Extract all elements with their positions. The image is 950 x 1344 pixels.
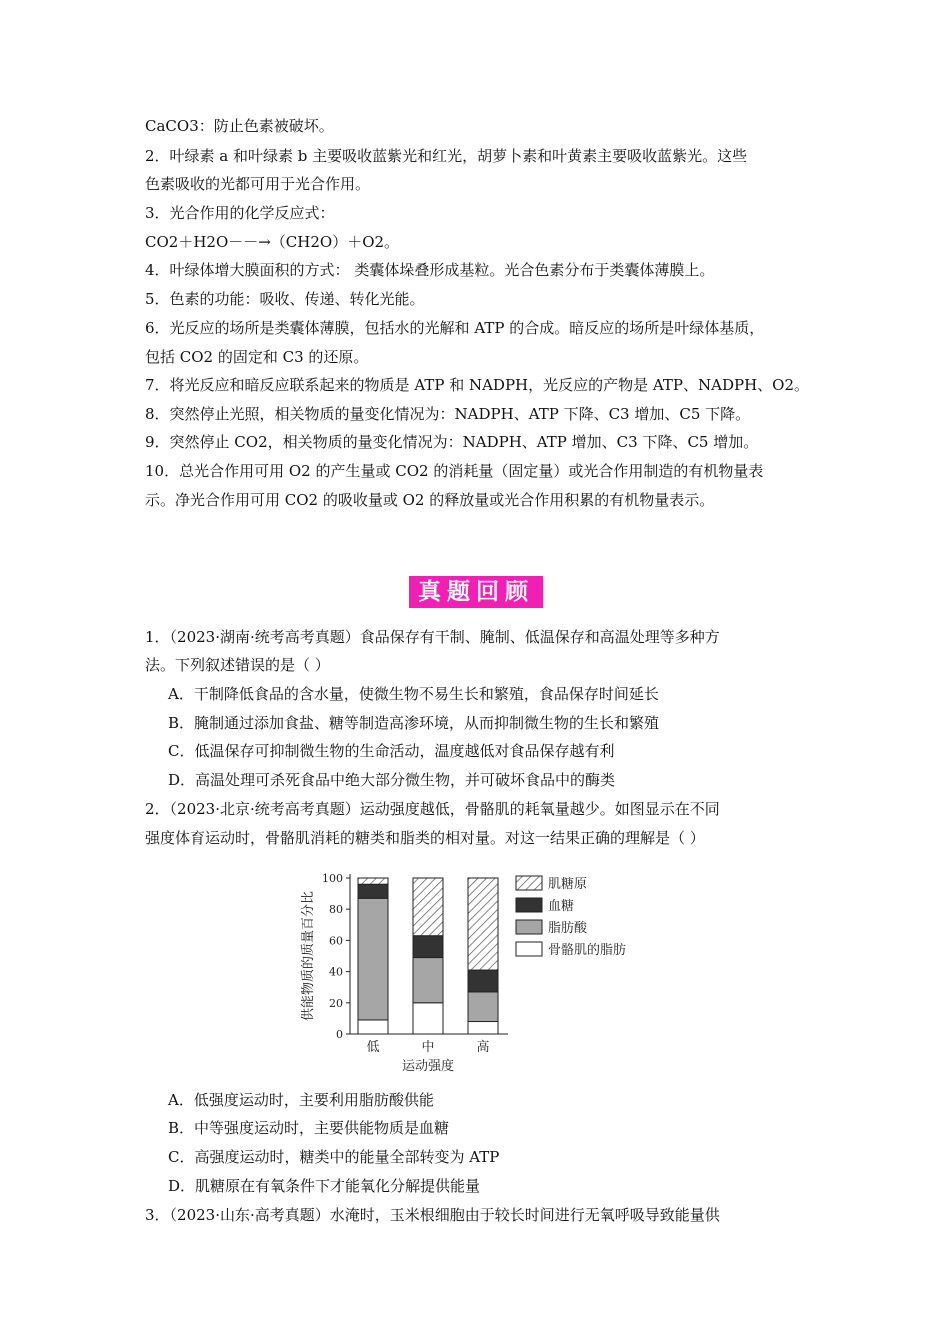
note-line: 2．叶绿素 a 和叶绿素 b 主要吸收蓝紫光和红光，胡萝卜素和叶黄素主要吸收蓝紫光。这些 — [145, 147, 748, 165]
x-axis-label: 运动强度 — [401, 1059, 455, 1074]
bar-segment — [413, 878, 443, 936]
bar-segment — [358, 878, 388, 884]
note-line: CO2＋H2O－－→（CH2O）＋O2。 — [145, 233, 400, 251]
legend-swatch — [516, 898, 542, 912]
y-axis-label: 供能物质的质量百分比 — [301, 890, 316, 1022]
note-line: 色素吸收的光都可用于光合作用。 — [145, 175, 371, 193]
question-2-option-c: C．高强度运动时，糖类中的能量全部转变为 ATP — [168, 1148, 500, 1166]
note-line: 7．将光反应和暗反应联系起来的物质是 ATP 和 NADPH，光反应的产物是 ATP、NADPH、O2。 — [145, 376, 809, 394]
x-tick-label: 中 — [421, 1040, 435, 1055]
bar-segment — [358, 898, 388, 1020]
question-2-stem: 强度体育运动时，骨骼肌消耗的糖类和脂类的相对量。对这一结果正确的理解是（ ） — [145, 829, 705, 847]
legend-swatch — [516, 942, 542, 956]
legend-label: 血糖 — [548, 899, 575, 914]
question-1-option-d: D．高温处理可杀死食品中绝大部分微生物，并可破坏食品中的酶类 — [168, 771, 616, 789]
legend-label: 肌糖原 — [548, 877, 588, 892]
question-1-option-b: B．腌制通过添加食盐、糖等制造高渗环境，从而抑制微生物的生长和繁殖 — [168, 714, 660, 732]
note-line: 示。净光合作用可用 CO2 的吸收量或 O2 的释放量或光合作用积累的有机物量表示。 — [145, 491, 715, 509]
bar-segment — [413, 936, 443, 958]
question-2-option-d: D．肌糖原在有氧条件下才能氧化分解提供能量 — [168, 1177, 481, 1195]
bar-segment — [468, 878, 498, 970]
question-1-stem: 法。下列叙述错误的是（ ） — [145, 656, 330, 674]
note-line: 5．色素的功能：吸收、传递、转化光能。 — [145, 290, 425, 308]
note-line: 6．光反应的场所是类囊体薄膜，包括水的光解和 ATP 的合成。暗反应的场所是叶绿体基质， — [145, 319, 765, 337]
question-1-option-c: C．低温保存可抑制微生物的生命活动，温度越低对食品保存越有利 — [168, 742, 615, 760]
y-tick-label: 60 — [329, 934, 343, 948]
question-2-stem: 2．（2023·北京·统考高考真题）运动强度越低，骨骼肌的耗氧量越少。如图显示在不同 — [145, 800, 720, 818]
y-tick-label: 100 — [322, 872, 343, 885]
bar-segment — [413, 1003, 443, 1034]
question-1-option-a: A．干制降低食品的含水量，使微生物不易生长和繁殖，食品保存时间延长 — [168, 685, 659, 703]
legend-label: 骨骼肌的脂肪 — [548, 943, 627, 958]
note-line: 包括 CO2 的固定和 C3 的还原。 — [145, 348, 369, 366]
question-1-stem: 1．（2023·湖南·统考高考真题）食品保存有干制、腌制、低温保存和高温处理等多种方 — [145, 628, 720, 646]
y-tick-label: 80 — [329, 903, 343, 917]
question-2-option-b: B．中等强度运动时，主要供能物质是血糖 — [168, 1119, 450, 1137]
y-tick-label: 40 — [329, 965, 343, 979]
legend-label: 脂肪酸 — [548, 921, 588, 936]
bar-segment — [468, 1022, 498, 1034]
note-line: 9．突然停止 CO2，相关物质的量变化情况为：NADPH、ATP 增加、C3 下降、C5 增加。 — [145, 433, 759, 451]
x-tick-label: 低 — [366, 1040, 380, 1055]
section-banner: 真题回顾 — [409, 576, 543, 608]
legend-swatch — [516, 876, 542, 890]
note-line: 3．光合作用的化学反应式： — [145, 204, 335, 222]
x-tick-label: 高 — [476, 1040, 490, 1055]
bar-segment — [468, 992, 498, 1022]
bar-segment — [413, 958, 443, 1003]
y-tick-label: 0 — [336, 1028, 343, 1041]
question-2-option-a: A．低强度运动时，主要利用脂肪酸供能 — [168, 1091, 434, 1109]
stacked-bar-chart — [290, 862, 650, 1074]
legend-swatch — [516, 920, 542, 934]
note-line: 4．叶绿体增大膜面积的方式： 类囊体垛叠形成基粒。光合色素分布于类囊体薄膜上。 — [145, 261, 715, 279]
bar-segment — [358, 1020, 388, 1034]
note-line: 10．总光合作用可用 O2 的产生量或 CO2 的消耗量（固定量）或光合作用制造的有机物量表 — [145, 462, 764, 480]
y-tick-label: 20 — [329, 996, 343, 1010]
bar-segment — [468, 970, 498, 992]
bar-segment — [358, 884, 388, 898]
question-3-stem: 3．（2023·山东·高考真题）水淹时，玉米根细胞由于较长时间进行无氧呼吸导致能量供 — [145, 1206, 720, 1224]
note-line: CaCO3：防止色素被破坏。 — [145, 117, 334, 135]
note-line: 8．突然停止光照，相关物质的量变化情况为：NADPH、ATP 下降、C3 增加、C5 下降。 — [145, 405, 751, 423]
